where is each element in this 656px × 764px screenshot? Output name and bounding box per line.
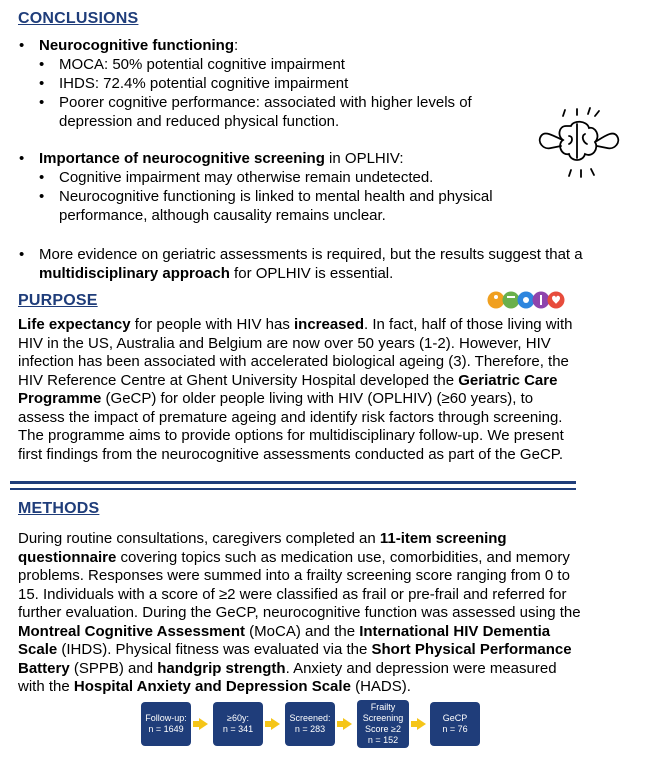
flow-arrow xyxy=(271,718,280,730)
flow-arrow xyxy=(343,718,352,730)
purpose-text: Life expectancy for people with HIV has increased. In fact, half of those living with HIV in the US, Australia and Belgium are now over 50 years (1-2). However, HIV infection has been associated with accelerated biological ageing (3). Therefore, the HIV Reference Centre at Ghent University Hospital developed the Geriatric Care Programme (GeCP) for older people living with HIV (OPLHIV) (≥60 years), to assess the impact of premature ageing and identify risk factors through screening. The programme aims to provide options for multidisciplinary follow-up. We present first findings from the neurocognitive assessments conducted as part of the GeCP. xyxy=(18,316,573,463)
conclusions-heading: CONCLUSIONS xyxy=(18,10,139,27)
health-icons-strip xyxy=(486,290,568,310)
flow-box-gecp: GeCP n = 76 xyxy=(430,702,480,746)
purpose-heading: PURPOSE xyxy=(18,292,98,309)
divider-rule xyxy=(10,481,576,484)
divider-rule xyxy=(10,488,576,490)
methods-heading: METHODS xyxy=(18,500,100,517)
flow-box-screened: Screened: n = 283 xyxy=(285,702,335,746)
flow-arrow xyxy=(417,718,426,730)
methods-text: During routine consultations, caregivers completed an 11-item screening questionnaire covering topics such as medication use, comorbidities, and memory problems. Responses were summed into a frailty screening score ranging from 0 to 15. Individuals with a score of ≥2 were classified as frail or pre-frail and referred for further evaluation. During the GeCP, neurocognitive function was assessed using the Montreal Cognitive Assessment (MoCA) and the International HIV Dementia Scale (IHDS). Physical fitness was evaluated via the Short Physical Performance Battery (SPPB) and handgrip strength. Anxiety and depression were measured with the Hospital Anxiety and Depression Scale (HADS). xyxy=(18,530,581,695)
flow-box-follow-up: Follow-up: n = 1649 xyxy=(141,702,191,746)
b2-title: Importance of neurocognitive screening xyxy=(39,150,325,167)
flow-arrow xyxy=(199,718,208,730)
flow-box-frailty-score: Frailty Screening Score ≥2 n = 152 xyxy=(357,700,409,748)
b1-title: Neurocognitive functioning xyxy=(39,37,234,54)
flow-box-60y: ≥60y: n = 341 xyxy=(213,702,263,746)
